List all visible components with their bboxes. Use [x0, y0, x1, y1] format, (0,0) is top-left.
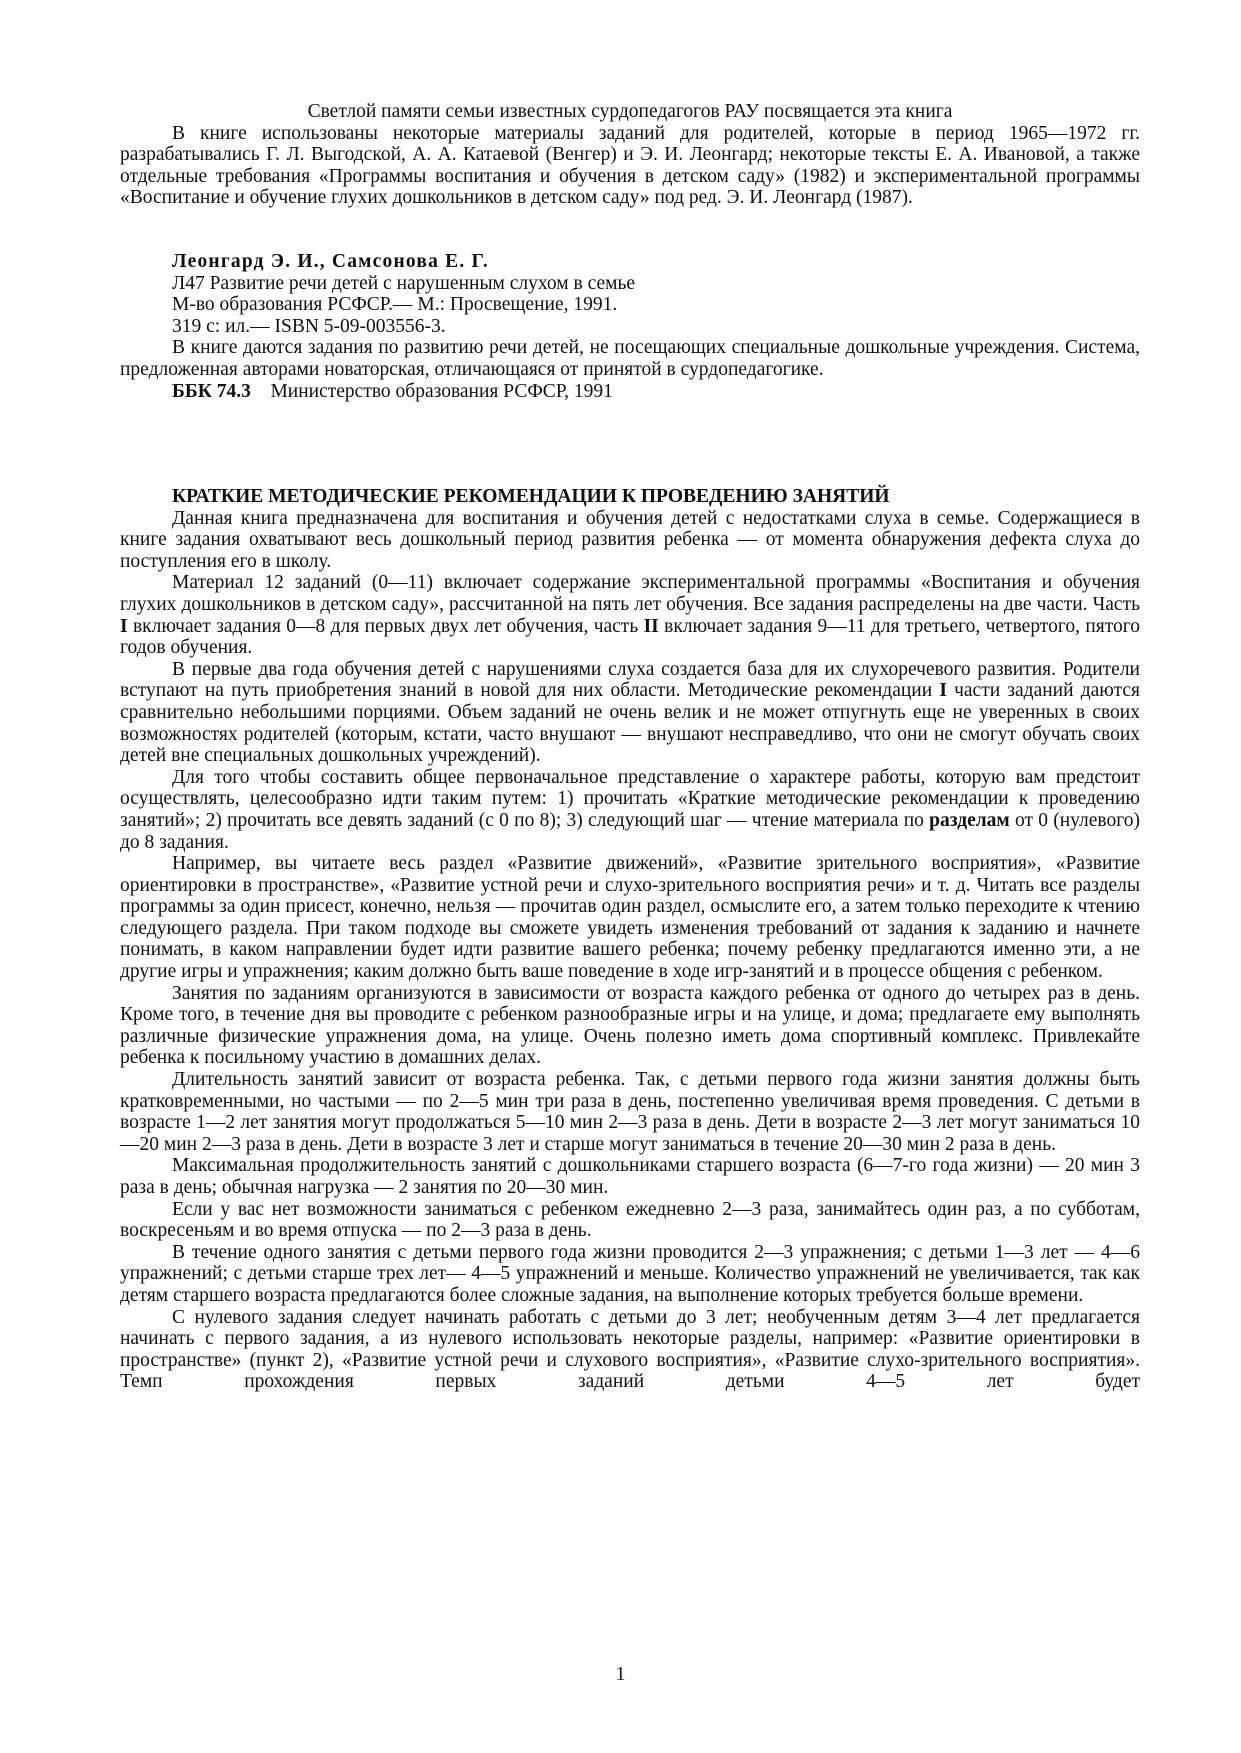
front-matter [120, 101, 1140, 209]
page-number: 1 [615, 1664, 626, 1685]
paragraph: Например, вы читаете весь раздел «Развитие движений», «Развитие зрительного восприятия», «Развитие ориентировки в пространстве», «Развитие устной речи и слухо-зрительного восприятия речи» и т. д. Читать все разделы программы за один присест, конечно, нельзя — прочитав один раздел, осмыслите его, а затем только переходите к чтению следующего раздела. При таком подходе вы сможете увидеть изменения требований от задания к заданию и начнете понимать, в каком направлении будет идти развитие вашего ребенка; почему ребенку предлагаются именно эти, а не другие игры и упражнения; каким должно быть ваше поведение в ходе игр-занятий и в процессе общения с ребенком. [120, 853, 1140, 983]
authors: Леонгард Э. И., Самсонова Е. Г. [172, 251, 489, 272]
publisher-line: М-во образования РСФСР.— М.: Просвещение, 1991. [172, 294, 618, 316]
paragraph: Если у вас нет возможности заниматься с ребенком ежедневно 2—3 раза, занимайтесь один раз, а по субботам, воскресеньям и во время отпуска — по 2—3 раза в день. [120, 1198, 1140, 1242]
paragraph: Занятия по заданиям организуются в зависимости от возраста каждого ребенка от одного до четырех раз в день. Кроме того, в течение дня вы проводите с ребенком разнообразные игры и на улице, и дома; предлагаете ему выполнять различные физические упражнения дома, на улице. Очень полезно иметь дома спортивный комплекс. Привлекайте ребенка к посильному участию в домашних делах. [120, 982, 1140, 1069]
section [120, 486, 1140, 1393]
paragraph: В течение одного занятия с детьми первого года жизни проводится 2—3 упражнения; с детьми 1—3 лет — 4—6 упражнений; с детьми старше трех лет— 4—5 упражнений и меньше. Количество упражнений не увеличивается, так как детям старшего возраста предлагаются более сложные задания, на выполнение которых требуется больше времени. [120, 1241, 1140, 1306]
paragraph: С нулевого задания следует начинать работать с детьми до 3 лет; необученным детям 3—4 лет предлагается начинать с первого задания, а из нулевого использовать некоторые разделы, например: «Развитие ориентировки в пространстве» (пункт 2), «Развитие устной речи и слухового восприятия», «Развитие слухо-зрительного восприятия». Темп прохождения первых заданий детьми 4—5 лет будет [120, 1306, 1140, 1393]
paragraph: Длительность занятий зависит от возраста ребенка. Так, с детьми первого года жизни занятия должны быть кратковременными, но частыми — по 2—5 мин три раза в день, постепенно увеличивая время проведения. С детьми в возрасте 1—2 лет занятия могут продолжаться 5—10 мин 2—3 раза в день. Дети в возрасте 2—3 лет могут заниматься 10—20 мин 2—3 раза в день. Дети в возрасте 3 лет и старше могут заниматься в течение 20—30 мин 2 раза в день. [120, 1069, 1140, 1155]
paragraph: Для того чтобы составить общее первоначальное представление о характере работы, которую вам предстоит осуществлять, целесообразно идти таким путем: 1) прочитать «Краткие методические рекомендации к проведению занятий»; 2) прочитать все девять заданий (с 0 по 8); 3) следующий шаг — чтение материала по разделам от 0 (нулевого) до 8 задания. [120, 766, 1140, 853]
book-title-line: Л47 Развитие речи детей с нарушенным слухом в семье [172, 272, 636, 294]
section-heading: КРАТКИЕ МЕТОДИЧЕСКИЕ РЕКОМЕНДАЦИИ К ПРОВЕДЕНИЮ ЗАНЯТИЙ [172, 486, 890, 507]
bbk-code: ББК 74.3 [172, 380, 251, 402]
paragraph: Материал 12 заданий (0—11) включает содержание экспериментальной программы «Воспитания и обучения глухих дошкольников в детском саду», рассчитанной на пять лет обучения. Все задания распределены на две части. Часть I включает задания 0—8 для первых двух лет обучения, часть II включает задания 9—11 для третьего, четвертого, пятого годов обучения. [120, 572, 1141, 659]
paragraph: В первые два года обучения детей с нарушениями слуха создается база для их слухоречевого развития. Родители вступают на путь приобретения знаний в новой для них области. Методические рекомендации I части заданий даются сравнительно небольшими порциями. Объем заданий не очень велик и не может отпугнуть еще не уверенных в своих возможностях родителей (которым, кстати, часто внушают — внушают несправедливо, что они не смогут обучать своих детей вне специальных дошкольных учреждений). [120, 658, 1140, 767]
copyright: Министерство образования РСФСР, 1991 [270, 380, 613, 402]
isbn-line: 319 с: ил.— ISBN 5-09-003556-3. [172, 315, 446, 337]
dedication: Светлой памяти семьи известных сурдопедагогов РАУ посвящается эта книга [307, 101, 953, 122]
bbk-line [120, 381, 1140, 403]
sources-paragraph: В книге использованы некоторые материалы заданий для родителей, которые в период 1965—1972 гг. разрабатывались Г. Л. Выгодской, А. А. Катаевой (Венгер) и Э. И. Леонгард; некоторые тексты Е. А. Ивановой, а также отдельные требования «Программы воспитания и обучения в детском саду» (1982) и экспериментальной программы «Воспитание и обучение глухих дошкольников в детском саду» под ред. Э. И. Леонгард (1987). [120, 122, 1140, 209]
annotation: В книге даются задания по развитию речи детей, не посещающих специальные дошкольные учреждения. Система, предложенная авторами новаторская, отличающаяся от принятой в сурдопедагогике. [120, 337, 1140, 380]
catalog-card [120, 251, 1140, 402]
paragraph: Максимальная продолжительность занятий с дошкольниками старшего возраста (6—7-го года жизни) — 20 мин 3 раза в день; обычная нагрузка — 2 занятия по 20—30 мин. [120, 1155, 1140, 1198]
paragraph: Данная книга предназначена для воспитания и обучения детей с недостатками слуха в семье. Содержащиеся в книге задания охватывают весь дошкольный период развития ребенка — от момента обнаружения дефекта слуха до поступления его в школу. [120, 507, 1140, 572]
